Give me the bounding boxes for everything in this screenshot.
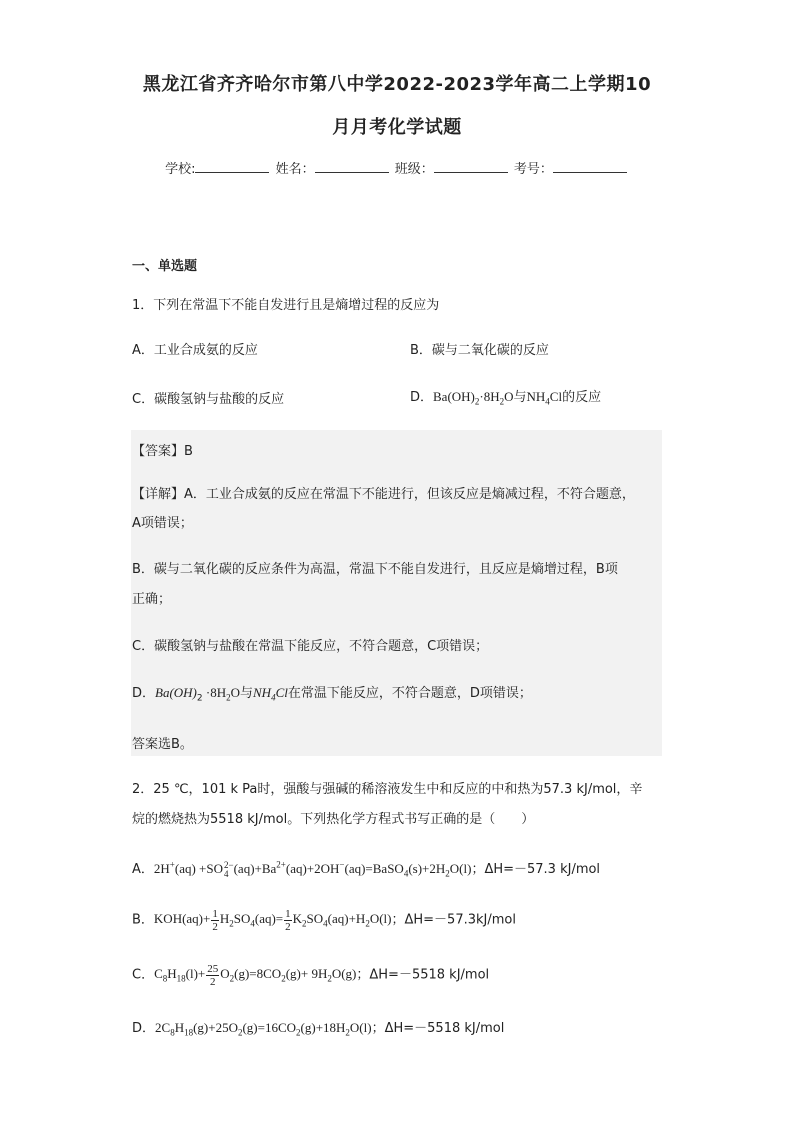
q2-option-c-dh: ；ΔH=－5518 kJ/mol — [356, 967, 490, 983]
q2-option-b-label: B． — [132, 912, 154, 928]
q1-detail-d: D．$Ba(OH)_2 \cdot 8H_2O$与$NH_4Cl$在常温下能反应，不符合题意，D项错误； — [132, 685, 532, 704]
q2-option-b[interactable] — [132, 908, 516, 933]
q2-option-a-equation: 2H+(aq) +SO 2− 4 $(aq)+Ba^{2+}(aq)+2OH^-(aq)=BaSO_4(s)+2H_2O(l)$ — [153, 859, 472, 880]
title-line-1: 黑龙江省齐齐哈尔市第八中学2022-2023学年高二上学期10 — [142, 74, 652, 95]
q1-stem: 1．下列在常温下不能自发进行且是熵增过程的反应为 — [132, 298, 440, 313]
q1-answer: 【答案】B — [132, 444, 193, 459]
q1-detail-a-line1: 【详解】A．工业合成氨的反应在常温下不能进行，但该反应是熵减过程，不符合题意， — [132, 487, 635, 502]
q1-detail-b-line2: 正确； — [132, 592, 172, 607]
q2-option-a-dh: ；ΔH=－57.3 kJ/mol — [471, 862, 601, 877]
q2-option-d-equation: $2C_8H_{18}(g)+25O_2(g)=16CO_2(g)+18H_2O(l)$ — [155, 1020, 372, 1038]
q1-detail-d-formula-3: $NH_4Cl$ — [253, 685, 288, 703]
answer-box — [131, 430, 662, 756]
q1-option-a[interactable]: A．工业合成氨的反应 — [132, 343, 258, 358]
title-line-2: 月月考化学试题 — [332, 117, 462, 138]
q2-option-c[interactable] — [132, 963, 489, 988]
q1-option-b[interactable]: B．碳与二氧化碳的反应 — [410, 343, 549, 358]
number-label: 考号： — [513, 162, 553, 177]
number-blank[interactable] — [553, 160, 627, 173]
q2-option-a-label: A． — [132, 862, 154, 877]
q2-option-b-dh: ；ΔH=－57.3kJ/mol — [391, 912, 516, 928]
q2-option-c-equation: $C_8H_{18}(l)+$ $\frac{25}{2}$ $O_2(g)=8CO_2(g)+ 9H_2O(g)$ — [154, 963, 357, 988]
q1-detail-d-formula-1: Ba(OH) — [155, 685, 197, 700]
q1-option-d-text: 的反应 — [562, 390, 602, 405]
q2-option-b-equation: KOH(aq)+ $\frac{1}{2}$ $H_2SO_4(aq)=$ $\frac{1}{2}$ $K_2SO_4(aq)+H_2O(l)$ — [153, 908, 392, 933]
section-heading: 一、单选题 — [132, 259, 198, 274]
q2-option-d[interactable] — [132, 1017, 504, 1038]
school-label: 学校: — [165, 162, 196, 177]
q1-option-d-formula: $Ba(OH)_2\cdot 8H_2O$与$NH_4Cl$ — [433, 389, 563, 407]
q1-detail-d-formula-2: $\cdot 8H_2O$与 — [202, 685, 253, 703]
q1-detail-c: C．碳酸氢钠与盐酸在常温下能反应，不符合题意，C项错误； — [132, 639, 489, 654]
class-label: 班级： — [394, 162, 434, 177]
q2-option-d-dh: ；ΔH=－5518 kJ/mol — [371, 1021, 505, 1036]
name-label: 姓名： — [275, 162, 315, 177]
q1-detail-d-text: 在常温下能反应，不符合题意，D项错误； — [287, 686, 532, 701]
q1-conclusion: 答案选B。 — [132, 737, 193, 752]
student-info-line — [0, 158, 794, 177]
q1-detail-b-line1: B．碳与二氧化碳的反应条件为高温，常温下不能自发进行，且反应是熵增过程，B项 — [132, 562, 618, 577]
q2-stem-line2: 烷的燃烧热为5518 kJ/mol。下列热化学方程式书写正确的是（ ） — [132, 812, 535, 827]
q1-detail-d-label: D． — [132, 686, 156, 701]
q1-option-d[interactable] — [410, 386, 601, 407]
class-blank[interactable] — [434, 160, 508, 173]
q2-option-a[interactable] — [132, 858, 600, 879]
q2-option-c-label: C． — [132, 967, 155, 983]
q2-stem-line1: 2．25 ℃，101 k Pa时，强酸与强碱的稀溶液发生中和反应的中和热为57.3 kJ/mol，辛 — [132, 782, 643, 797]
q2-option-d-label: D． — [132, 1021, 156, 1036]
q1-option-d-label: D． — [410, 390, 434, 405]
school-blank[interactable] — [195, 160, 269, 173]
name-blank[interactable] — [315, 160, 389, 173]
q1-detail-a-line2: A项错误； — [132, 516, 193, 531]
q1-option-c[interactable]: C．碳酸氢钠与盐酸的反应 — [132, 392, 285, 407]
